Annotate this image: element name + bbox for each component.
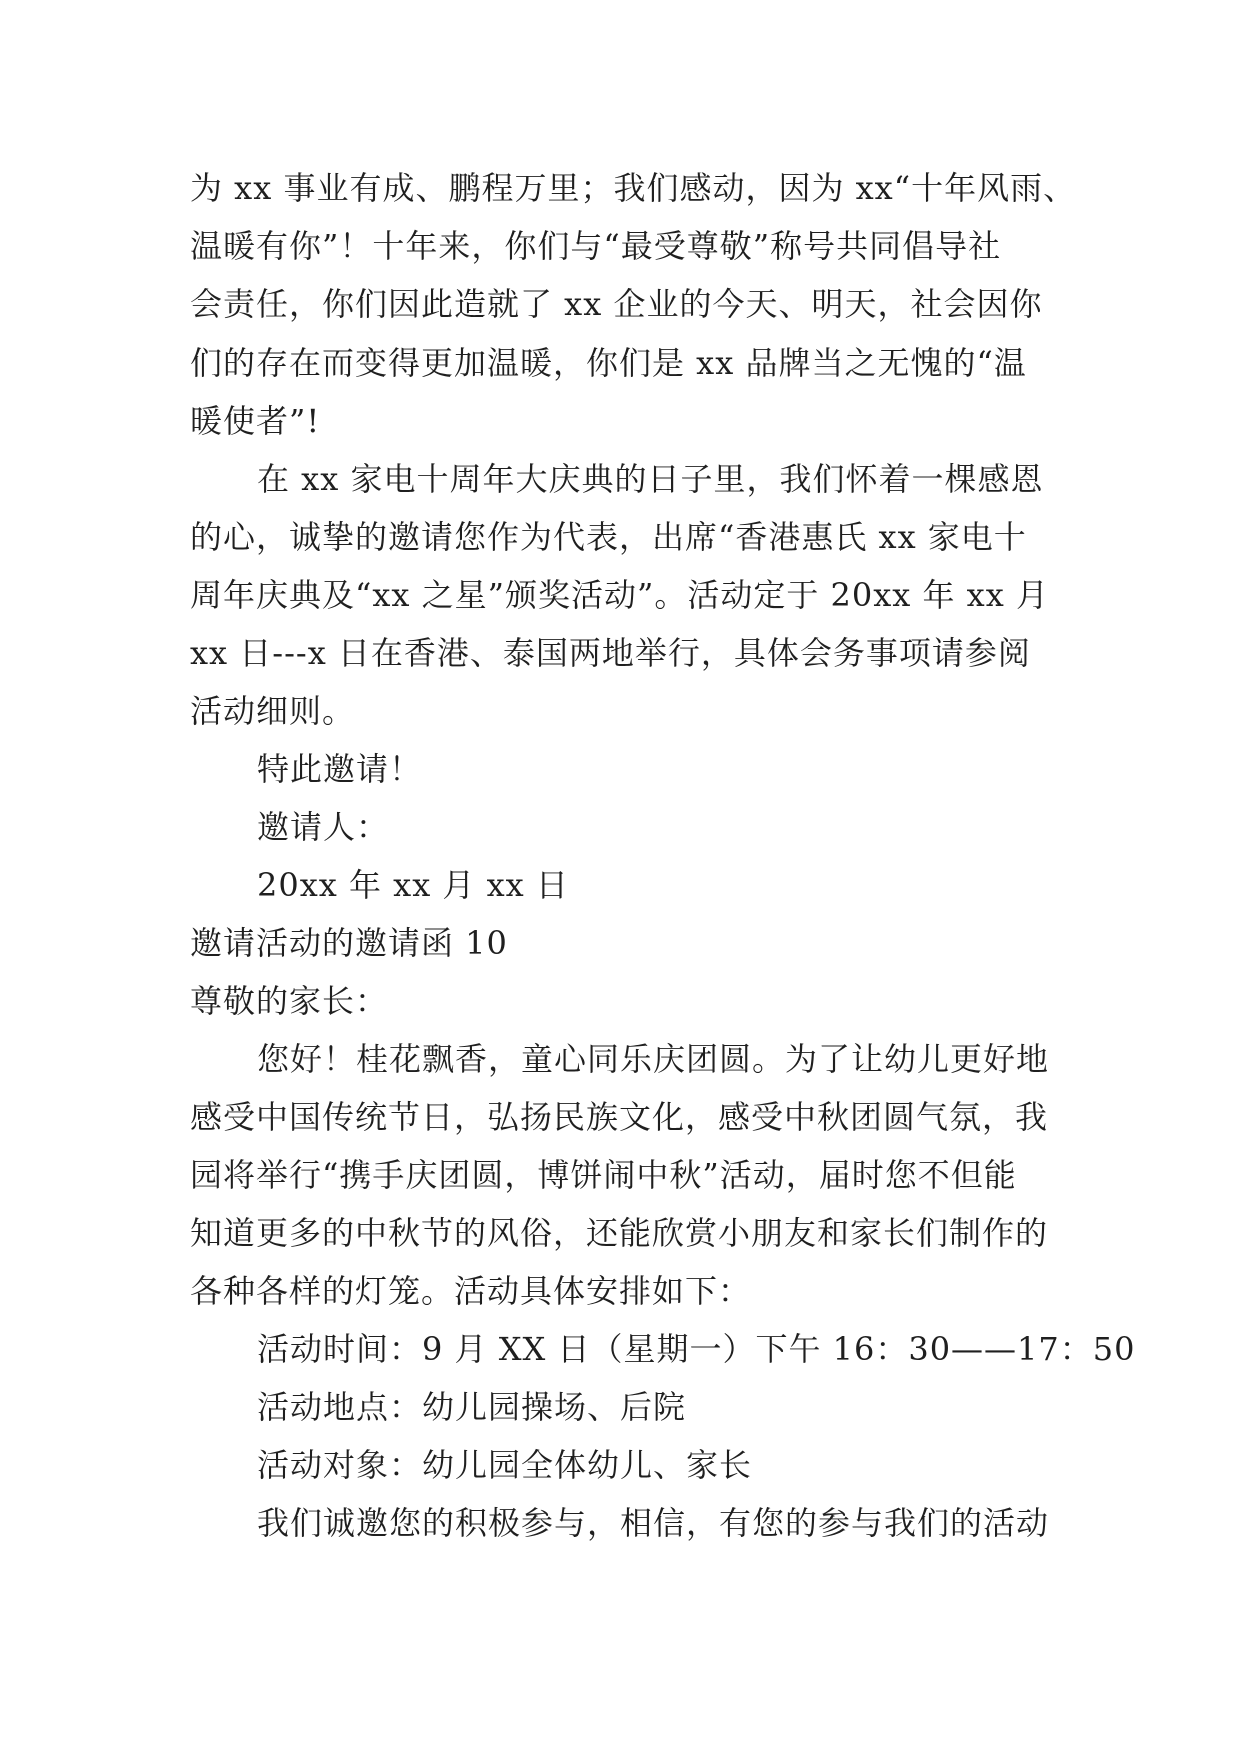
closing-line: 特此邀请！ <box>257 750 423 788</box>
text-line: 活动细则。 <box>190 692 356 730</box>
salutation: 尊敬的家长： <box>190 982 389 1020</box>
event-time-line: 活动时间：9 月 XX 日（星期一）下午 16：30——17：50 <box>257 1330 1136 1368</box>
text-line: 温暖有你”！十年来，你们与“最受尊敬”称号共同倡导社 <box>190 227 1002 265</box>
paragraph-start-line: 我们诚邀您的积极参与，相信，有您的参与我们的活动 <box>257 1504 1050 1542</box>
text-line: 的心，诚挚的邀请您作为代表，出席“香港惠氏 xx 家电十 <box>190 518 1027 556</box>
event-audience-line: 活动对象：幼儿园全体幼儿、家长 <box>257 1446 753 1484</box>
text-line: 们的存在而变得更加温暖，你们是 xx 品牌当之无愧的“温 <box>190 344 1027 382</box>
text-line: 周年庆典及“xx 之星”颁奖活动”。活动定于 20xx 年 xx 月 <box>190 576 1049 614</box>
paragraph-start-line: 在 xx 家电十周年大庆典的日子里，我们怀着一棵感恩 <box>257 460 1044 498</box>
text-line: 各种各样的灯笼。活动具体安排如下： <box>190 1272 752 1310</box>
paragraph-start-line: 您好！桂花飘香，童心同乐庆团圆。为了让幼儿更好地 <box>257 1040 1050 1078</box>
section-heading: 邀请活动的邀请函 10 <box>190 924 508 962</box>
text-line: 暖使者”! <box>190 402 321 440</box>
text-line: xx 日---x 日在香港、泰国两地举行，具体会务事项请参阅 <box>190 634 1031 672</box>
date-line: 20xx 年 xx 月 xx 日 <box>257 866 569 904</box>
event-location-line: 活动地点：幼儿园操场、后院 <box>257 1388 687 1426</box>
inviter-label: 邀请人： <box>257 808 390 846</box>
text-line: 知道更多的中秋节的风俗，还能欣赏小朋友和家长们制作的 <box>190 1214 1049 1252</box>
text-line: 会责任，你们因此造就了 xx 企业的今天、明天，社会因你 <box>190 285 1043 323</box>
text-line: 园将举行“携手庆团圆，博饼闹中秋”活动，届时您不但能 <box>190 1156 1017 1194</box>
text-line: 为 xx 事业有成、鹏程万里；我们感动，因为 xx“十年风雨、 <box>190 169 1077 207</box>
text-line: 感受中国传统节日，弘扬民族文化，感受中秋团圆气氛，我 <box>190 1098 1049 1136</box>
